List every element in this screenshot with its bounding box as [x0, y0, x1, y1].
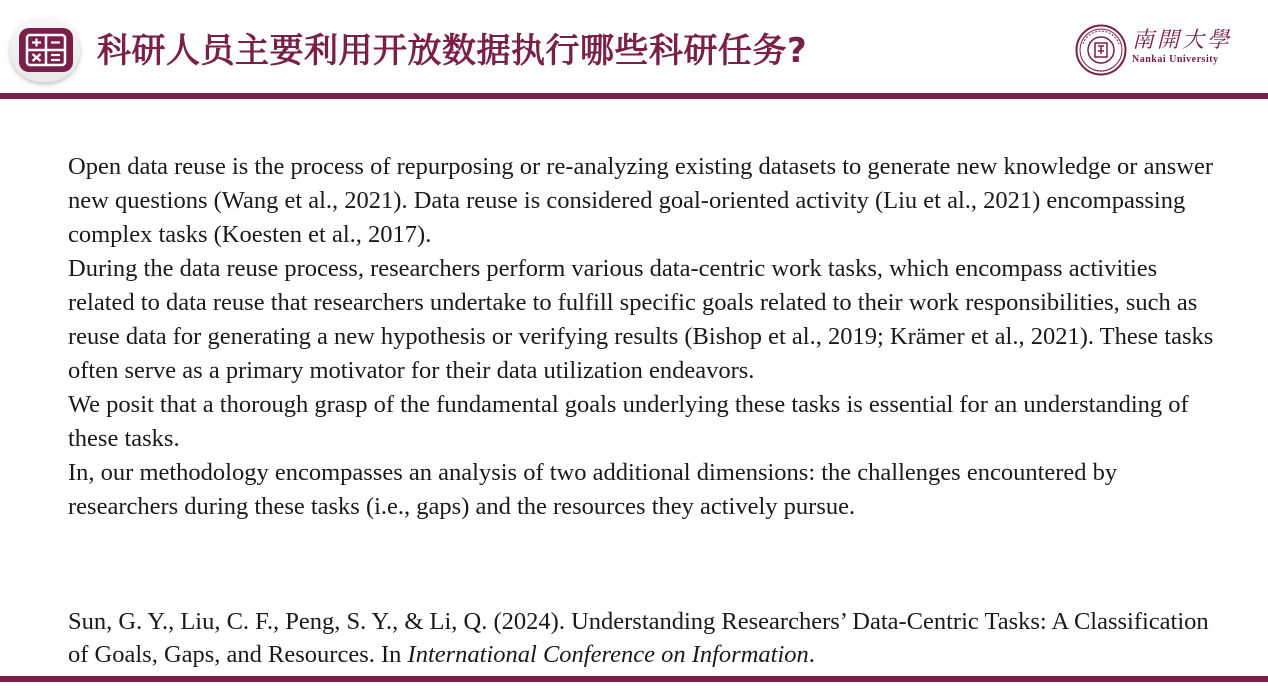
university-name-en: Nankai University — [1132, 54, 1219, 65]
reference-citation — [68, 605, 1218, 671]
paragraph-open-data-reuse: Open data reuse is the process of repurposing or re-analyzing existing datasets to generate new knowledge or answer new questions (Wang et al., 2021). Data reuse is considered goal-oriented activity (Liu et al., 2021) encompassing complex tasks (Koesten et al., 2017). — [68, 153, 1213, 248]
university-seal-icon — [1075, 24, 1127, 76]
paragraph-goals: We posit that a thorough grasp of the fundamental goals underlying these tasks is essential for an understanding of these tasks. — [68, 391, 1189, 452]
body-text — [68, 150, 1218, 524]
header-divider — [0, 93, 1268, 99]
paragraph-methodology: In, our methodology encompasses an analysis of two additional dimensions: the challenges encountered by researchers during these tasks (i.e., gaps) and the resources they actively pursue. — [68, 459, 1118, 520]
footer-divider — [0, 676, 1268, 682]
university-logo — [1132, 28, 1232, 66]
paragraph-data-reuse-process: During the data reuse process, researchers perform various data-centric work tasks, which encompass activities related to data reuse that researchers undertake to fulfill specific goals related to their work responsibilities, such as reuse data for generating a new hypothesis or verifying results (Bishop et al., 2019; Krämer et al., 2021). These tasks often serve as a primary motivator for their data utilization endeavors. — [68, 255, 1214, 384]
reference-end: . — [808, 641, 815, 668]
slide-title: 科研人员主要利用开放数据执行哪些科研任务? — [97, 31, 808, 71]
university-name-cn: 南開大學 — [1132, 28, 1233, 53]
reference-text: Sun, G. Y., Liu, C. F., Peng, S. Y., & Li, Q. (2024). Understanding Researchers’ Data-Centric Tasks: A Classification of Goals, Gaps, and Resources. In — [68, 608, 1209, 668]
calculator-icon — [18, 27, 74, 73]
reference-venue: International Conference on Information — [407, 641, 809, 668]
